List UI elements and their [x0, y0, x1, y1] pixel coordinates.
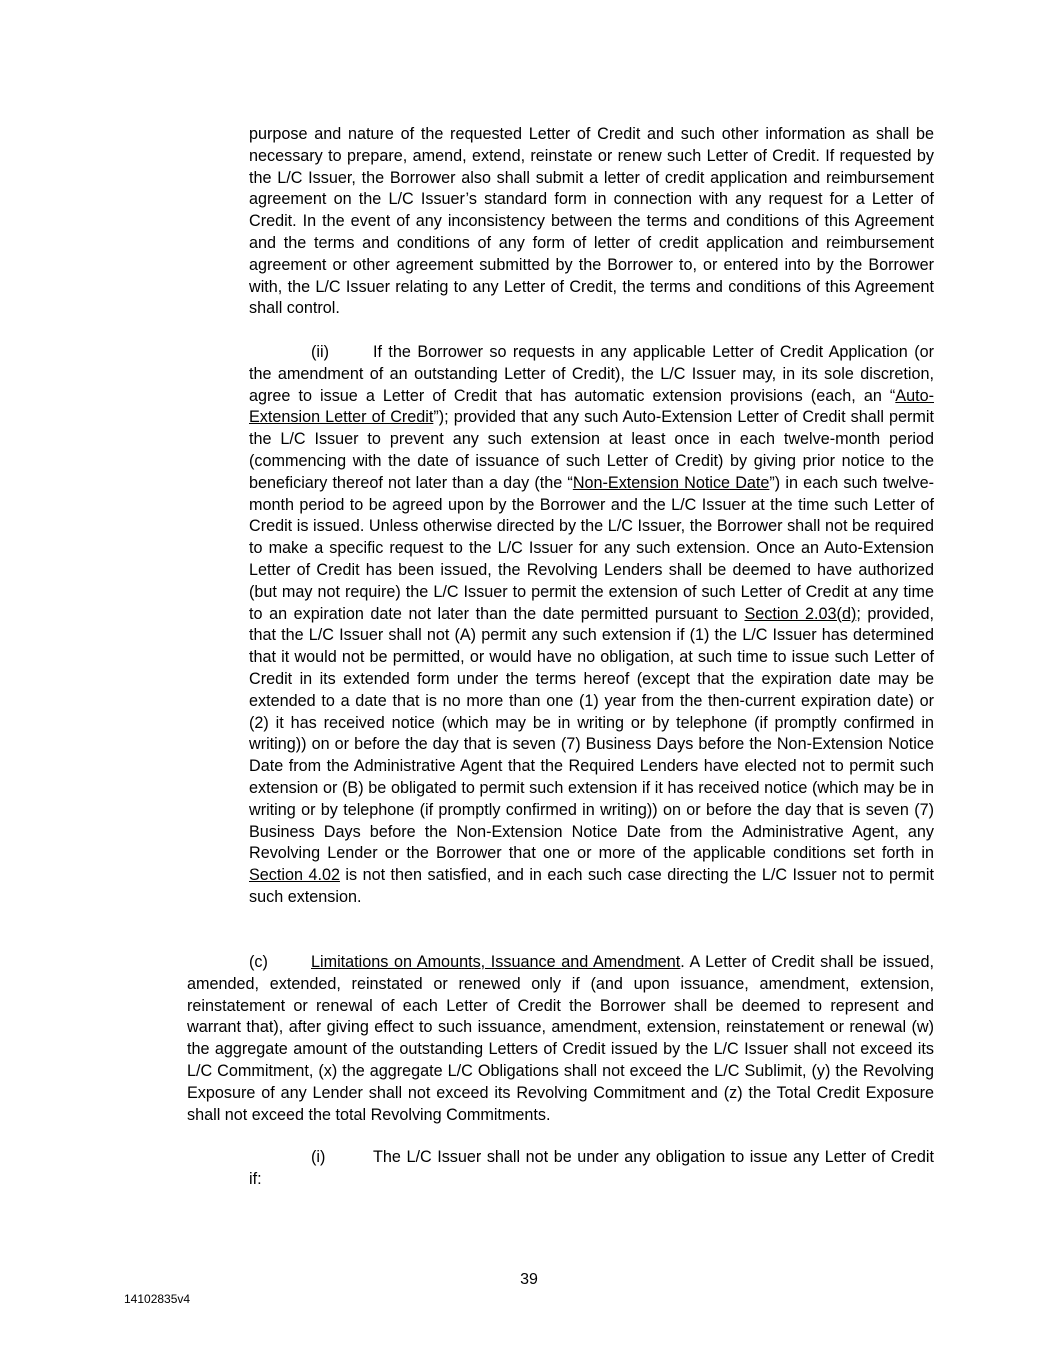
- paragraph-text: . A Letter of Credit shall be issued, amended, extended, reinstated or renewed only if (and upon issuance, amendment, extension, reinstatement or renewal of each Letter of Credit the Borrower shall be deemed to represent and warrant that), after giving effect to such issuance, amendment, extension, reinstatement or renewal (w) the aggregate amount of the outstanding Letters of Credit issued by the L/C Issuer shall not exceed its L/C Commitment, (x) the aggregate L/C Obligations shall not exceed the L/C Sublimit, (y) the Revolving Exposure of any Lender shall not exceed its Revolving Commitment and (z) the Total Credit Exposure shall not exceed the total Revolving Commitments.: [187, 953, 935, 1124]
- paragraph-limitations: [187, 952, 934, 1126]
- paragraph-text: ”); provided that any such Auto-Extension Letter of Credit shall permit the L/C Issuer to prevent any such extension at least once in each twelve-month period (commencing with the date of issuance of such Letter of Credit) by giving prior notice to the beneficiary thereof not later than a day (the “: [249, 408, 934, 492]
- clause-label: (i): [311, 1148, 326, 1166]
- clause-label: (c): [249, 953, 268, 971]
- section-reference-2-03-d: Section 2.03(d): [744, 604, 857, 623]
- paragraph-no-obligation: [249, 1147, 934, 1191]
- defined-term-non-extension-notice-date: Non-Extension Notice Date: [572, 473, 770, 492]
- section-reference-4-02: Section 4.02: [249, 866, 340, 885]
- paragraph-text: is not then satisfied, and in each such case directing the L/C Issuer not to permit such extension.: [249, 866, 934, 906]
- paragraph-text: ; provided, that the L/C Issuer shall not (A) permit any such extension if (1) the L/C Issuer has determined that it would not be permitted, or would have no obligation, at such time to issue such Letter of Credit in its extended form under the terms hereof (except that the expiration date may be extended to a date that is no more than one (1) year from the then-current expiration date) or (2) it has received notice (which may be in writing or by telephone (if promptly confirmed in writing)) on or before the day that is seven (7) Business Days before the Non-Extension Notice Date from the Administrative Agent that the Required Lenders have elected not to permit such extension or (B) be obligated to permit such extension if it has received notice (which may be in writing or by telephone (if promptly confirmed in writing)) on or before the day that is seven (7) Business Days before the Non-Extension Notice Date from the Administrative Agent, any Revolving Lender or the Borrower that one or more of the applicable conditions set forth in: [249, 604, 934, 863]
- defined-term-auto-extension-letter-of-credit: Auto-Extension Letter of Credit: [249, 386, 934, 427]
- paragraph-text: The L/C Issuer shall not be under any obligation to issue any Letter of Credit if:: [249, 1148, 934, 1188]
- paragraph-auto-extension: [249, 342, 934, 909]
- paragraph-request-details: [249, 124, 934, 320]
- document-id: 14102835v4: [124, 1292, 191, 1306]
- paragraph-text: If the Borrower so requests in any applicable Letter of Credit Application (or the amendment of an outstanding Letter of Credit), the L/C Issuer may, in its sole discretion, agree to issue a Letter of Credit that has automatic extension provisions (each, an “: [249, 343, 934, 405]
- page-number: 39: [520, 1271, 538, 1288]
- paragraph-text: purpose and nature of the requested Letter of Credit and such other information as shall be necessary to prepare, amend, extend, reinstate or renew such Letter of Credit. If requested by the L/C Issuer, the Borrower also shall submit a letter of credit application and reimbursement agreement on the L/C Issuer’s standard form in connection with any request for a Letter of Credit. In the event of any inconsistency between the terms and conditions of this Agreement and the terms and conditions of any form of letter of credit application and reimbursement agreement or other agreement submitted by the Borrower to, or entered into by the Borrower with, the L/C Issuer relating to any Letter of Credit, the terms and conditions of this Agreement shall control.: [249, 125, 934, 318]
- clause-label: (ii): [311, 343, 329, 361]
- section-heading: Limitations on Amounts, Issuance and Amendment: [311, 953, 681, 971]
- paragraph-text: ”) in each such twelve-month period to be agreed upon by the Borrower and the L/C Issuer at the time such Letter of Credit is issued. Unless otherwise directed by the L/C Issuer, the Borrower shall not be required to make a specific request to the L/C Issuer for any such extension. Once an Auto-Extension Letter of Credit has been issued, the Revolving Lenders shall be deemed to have authorized (but may not require) the L/C Issuer to permit the extension of such Letter of Credit at any time to an expiration date not later than the date permitted pursuant to: [249, 473, 934, 623]
